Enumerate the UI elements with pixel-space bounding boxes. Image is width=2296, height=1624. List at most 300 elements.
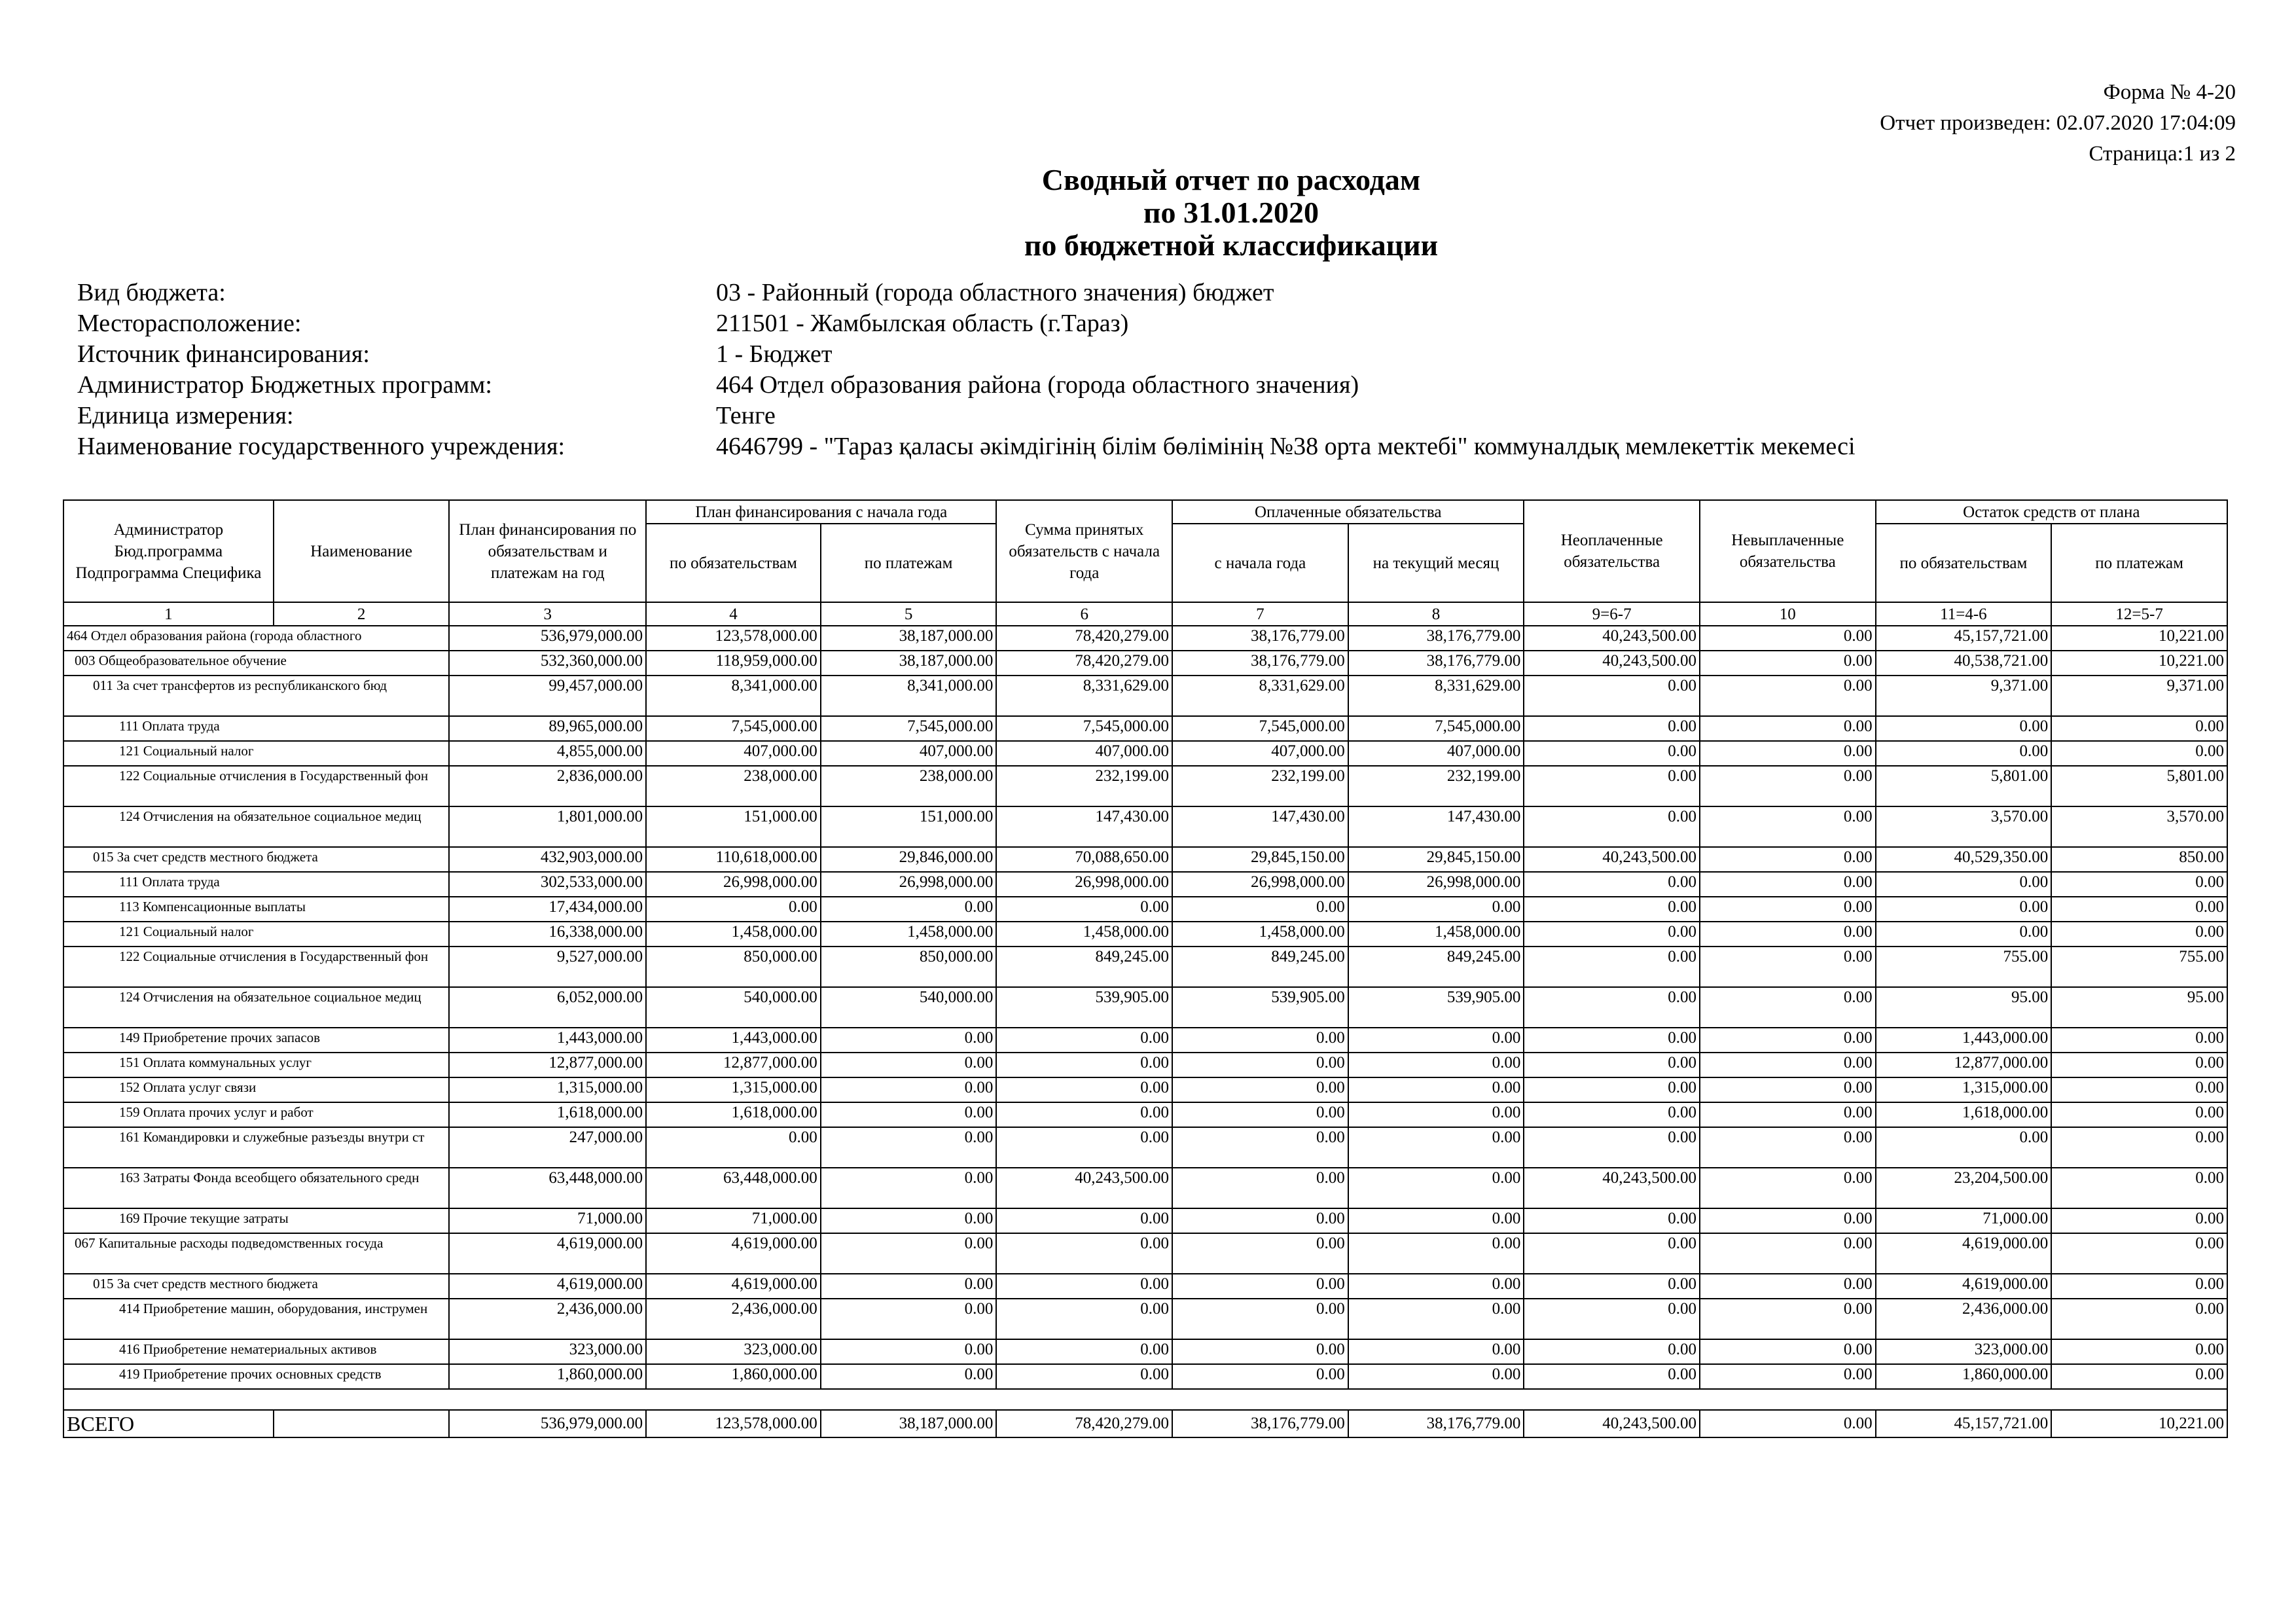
row-value: 0.00 bbox=[1524, 872, 1700, 897]
row-value: 40,243,500.00 bbox=[1524, 626, 1700, 651]
row-value: 0.00 bbox=[1172, 1028, 1348, 1053]
row-value: 432,903,000.00 bbox=[449, 847, 646, 872]
row-value: 0.00 bbox=[1524, 987, 1700, 1028]
row-value: 0.00 bbox=[1700, 1053, 1876, 1077]
row-value: 0.00 bbox=[821, 1299, 997, 1339]
row-value: 0.00 bbox=[1172, 1339, 1348, 1364]
row-name: 015 За счет средств местного бюджета bbox=[63, 1274, 449, 1299]
row-value: 0.00 bbox=[1876, 1127, 2052, 1168]
row-value: 0.00 bbox=[2051, 1053, 2227, 1077]
row-value: 4,619,000.00 bbox=[1876, 1274, 2052, 1299]
title-line-2: по 31.01.2020 bbox=[1143, 196, 1319, 229]
row-value: 1,458,000.00 bbox=[996, 922, 1172, 947]
row-value: 0.00 bbox=[1876, 897, 2052, 922]
row-value: 1,458,000.00 bbox=[1172, 922, 1348, 947]
row-value: 10,221.00 bbox=[2051, 626, 2227, 651]
row-value: 0.00 bbox=[996, 1339, 1172, 1364]
row-value: 5,801.00 bbox=[1876, 766, 2052, 806]
table-row bbox=[63, 626, 2227, 651]
row-value: 755.00 bbox=[1876, 947, 2052, 987]
column-number-row bbox=[63, 602, 2227, 626]
row-name: 124 Отчисления на обязательное социальное медиц bbox=[63, 987, 449, 1028]
table-row bbox=[63, 1028, 2227, 1053]
table-row bbox=[63, 1208, 2227, 1233]
row-value: 151,000.00 bbox=[821, 806, 997, 847]
row-value: 755.00 bbox=[2051, 947, 2227, 987]
total-value: 38,176,779.00 bbox=[1172, 1410, 1348, 1437]
spacer-cell bbox=[996, 1389, 1172, 1410]
row-value: 71,000.00 bbox=[646, 1208, 821, 1233]
row-value: 0.00 bbox=[1172, 1208, 1348, 1233]
row-value: 532,360,000.00 bbox=[449, 651, 646, 676]
row-name: 122 Социальные отчисления в Государственный фон bbox=[63, 766, 449, 806]
row-value: 0.00 bbox=[1348, 1364, 1524, 1389]
row-value: 4,855,000.00 bbox=[449, 741, 646, 766]
row-value: 4,619,000.00 bbox=[1876, 1233, 2052, 1274]
row-value: 1,618,000.00 bbox=[646, 1102, 821, 1127]
meta-row bbox=[77, 339, 1856, 370]
report-meta bbox=[77, 278, 1856, 462]
row-value: 123,578,000.00 bbox=[646, 626, 821, 651]
row-value: 2,436,000.00 bbox=[646, 1299, 821, 1339]
row-value: 232,199.00 bbox=[1172, 766, 1348, 806]
row-name: 122 Социальные отчисления в Государственный фон bbox=[63, 947, 449, 987]
row-value: 0.00 bbox=[2051, 741, 2227, 766]
column-number: 5 bbox=[821, 602, 997, 626]
row-value: 2,436,000.00 bbox=[1876, 1299, 2052, 1339]
column-number: 8 bbox=[1348, 602, 1524, 626]
row-value: 8,331,629.00 bbox=[996, 676, 1172, 716]
row-value: 407,000.00 bbox=[646, 741, 821, 766]
row-value: 26,998,000.00 bbox=[821, 872, 997, 897]
row-value: 0.00 bbox=[821, 1053, 997, 1077]
row-value: 850.00 bbox=[2051, 847, 2227, 872]
total-value: 0.00 bbox=[1700, 1410, 1876, 1437]
row-value: 0.00 bbox=[1172, 1274, 1348, 1299]
row-value: 1,860,000.00 bbox=[1876, 1364, 2052, 1389]
table-row bbox=[63, 1168, 2227, 1208]
row-value: 29,846,000.00 bbox=[821, 847, 997, 872]
row-value: 0.00 bbox=[1524, 1364, 1700, 1389]
row-value: 1,618,000.00 bbox=[1876, 1102, 2052, 1127]
meta-value: 211501 - Жамбылская область (г.Тараз) bbox=[716, 310, 1129, 337]
row-value: 1,315,000.00 bbox=[1876, 1077, 2052, 1102]
group-remain-header: Остаток средств от плана bbox=[1876, 500, 2227, 524]
row-value: 0.00 bbox=[1700, 1127, 1876, 1168]
row-value: 0.00 bbox=[1524, 1299, 1700, 1339]
spacer-cell bbox=[1700, 1389, 1876, 1410]
row-value: 12,877,000.00 bbox=[1876, 1053, 2052, 1077]
row-name: 464 Отдел образования района (города областного bbox=[63, 626, 449, 651]
col-accepted-header: Сумма принятых обязательств с начала года bbox=[996, 500, 1172, 602]
row-value: 0.00 bbox=[1700, 1028, 1876, 1053]
column-number: 3 bbox=[449, 602, 646, 626]
row-value: 0.00 bbox=[1172, 1102, 1348, 1127]
row-value: 9,371.00 bbox=[1876, 676, 2052, 716]
row-value: 71,000.00 bbox=[449, 1208, 646, 1233]
total-value: 536,979,000.00 bbox=[449, 1410, 646, 1437]
row-value: 407,000.00 bbox=[821, 741, 997, 766]
row-value: 151,000.00 bbox=[646, 806, 821, 847]
row-value: 0.00 bbox=[1876, 716, 2052, 741]
row-value: 89,965,000.00 bbox=[449, 716, 646, 741]
row-value: 0.00 bbox=[1700, 1299, 1876, 1339]
row-value: 0.00 bbox=[821, 1168, 997, 1208]
form-number: Форма № 4-20 bbox=[2103, 81, 2236, 104]
table-row bbox=[63, 1274, 2227, 1299]
meta-value: 03 - Районный (города областного значения) бюджет bbox=[716, 279, 1274, 306]
row-value: 40,243,500.00 bbox=[1524, 847, 1700, 872]
row-value: 63,448,000.00 bbox=[646, 1168, 821, 1208]
row-value: 0.00 bbox=[1700, 847, 1876, 872]
row-value: 7,545,000.00 bbox=[1172, 716, 1348, 741]
row-value: 0.00 bbox=[1348, 897, 1524, 922]
row-value: 0.00 bbox=[821, 1233, 997, 1274]
row-value: 6,052,000.00 bbox=[449, 987, 646, 1028]
row-value: 38,187,000.00 bbox=[821, 651, 997, 676]
row-value: 4,619,000.00 bbox=[449, 1233, 646, 1274]
row-value: 0.00 bbox=[1700, 716, 1876, 741]
row-value: 2,436,000.00 bbox=[449, 1299, 646, 1339]
row-value: 0.00 bbox=[1700, 922, 1876, 947]
row-value: 850,000.00 bbox=[821, 947, 997, 987]
col-remain-obl-header: по обязательствам bbox=[1876, 524, 2052, 602]
row-value: 63,448,000.00 bbox=[449, 1168, 646, 1208]
row-value: 849,245.00 bbox=[996, 947, 1172, 987]
row-value: 0.00 bbox=[821, 1364, 997, 1389]
row-name: 419 Приобретение прочих основных средств bbox=[63, 1364, 449, 1389]
row-value: 23,204,500.00 bbox=[1876, 1168, 2052, 1208]
spacer-cell bbox=[1172, 1389, 1348, 1410]
spacer-cell bbox=[1348, 1389, 1524, 1410]
row-name: 113 Компенсационные выплаты bbox=[63, 897, 449, 922]
row-value: 0.00 bbox=[1172, 1364, 1348, 1389]
row-value: 0.00 bbox=[996, 897, 1172, 922]
row-value: 0.00 bbox=[2051, 1274, 2227, 1299]
row-value: 0.00 bbox=[1700, 872, 1876, 897]
page-counter: Страница:1 из 2 bbox=[2089, 142, 2236, 166]
row-value: 26,998,000.00 bbox=[1348, 872, 1524, 897]
row-value: 0.00 bbox=[1524, 922, 1700, 947]
meta-label: Вид бюджета: bbox=[77, 279, 226, 306]
row-value: 0.00 bbox=[1876, 872, 2052, 897]
row-value: 0.00 bbox=[996, 1102, 1172, 1127]
row-value: 0.00 bbox=[1524, 1053, 1700, 1077]
total-value: 123,578,000.00 bbox=[646, 1410, 821, 1437]
row-value: 8,331,629.00 bbox=[1172, 676, 1348, 716]
row-value: 0.00 bbox=[1524, 741, 1700, 766]
spacer-cell bbox=[449, 1389, 646, 1410]
row-value: 4,619,000.00 bbox=[646, 1233, 821, 1274]
row-value: 0.00 bbox=[996, 1053, 1172, 1077]
row-value: 0.00 bbox=[1524, 1208, 1700, 1233]
col-paid-start-header: с начала года bbox=[1172, 524, 1348, 602]
row-value: 110,618,000.00 bbox=[646, 847, 821, 872]
row-value: 1,458,000.00 bbox=[1348, 922, 1524, 947]
row-name: 161 Командировки и служебные разъезды внутри ст bbox=[63, 1127, 449, 1168]
row-value: 1,618,000.00 bbox=[449, 1102, 646, 1127]
table-row bbox=[63, 1102, 2227, 1127]
row-value: 26,998,000.00 bbox=[1172, 872, 1348, 897]
row-value: 1,458,000.00 bbox=[646, 922, 821, 947]
row-value: 323,000.00 bbox=[449, 1339, 646, 1364]
row-value: 78,420,279.00 bbox=[996, 626, 1172, 651]
row-name: 011 За счет трансфертов из республиканского бюд bbox=[63, 676, 449, 716]
meta-value: 1 - Бюджет bbox=[716, 340, 833, 368]
row-value: 0.00 bbox=[1700, 897, 1876, 922]
row-value: 238,000.00 bbox=[821, 766, 997, 806]
row-value: 0.00 bbox=[1700, 1168, 1876, 1208]
row-value: 0.00 bbox=[1524, 676, 1700, 716]
row-value: 40,529,350.00 bbox=[1876, 847, 2052, 872]
row-value: 0.00 bbox=[1700, 987, 1876, 1028]
row-name: 015 За счет средств местного бюджета bbox=[63, 847, 449, 872]
total-value: 38,176,779.00 bbox=[1348, 1410, 1524, 1437]
row-value: 95.00 bbox=[1876, 987, 2052, 1028]
row-value: 0.00 bbox=[2051, 872, 2227, 897]
row-value: 0.00 bbox=[996, 1208, 1172, 1233]
row-value: 0.00 bbox=[1524, 1102, 1700, 1127]
row-value: 26,998,000.00 bbox=[996, 872, 1172, 897]
total-row bbox=[63, 1410, 2227, 1437]
row-value: 0.00 bbox=[1348, 1168, 1524, 1208]
row-value: 0.00 bbox=[2051, 1168, 2227, 1208]
table-row bbox=[63, 1364, 2227, 1389]
table-row bbox=[63, 1339, 2227, 1364]
col-unpaid-obl-header: Неоплаченные обязательства bbox=[1524, 500, 1700, 602]
expense-table bbox=[63, 499, 2228, 1438]
row-value: 38,176,779.00 bbox=[1172, 651, 1348, 676]
table-row bbox=[63, 947, 2227, 987]
row-value: 4,619,000.00 bbox=[646, 1274, 821, 1299]
column-number: 9=6-7 bbox=[1524, 602, 1700, 626]
row-value: 0.00 bbox=[1172, 1299, 1348, 1339]
row-name: 121 Социальный налог bbox=[63, 922, 449, 947]
row-name: 111 Оплата труда bbox=[63, 872, 449, 897]
row-value: 1,860,000.00 bbox=[646, 1364, 821, 1389]
row-value: 12,877,000.00 bbox=[646, 1053, 821, 1077]
row-name: 169 Прочие текущие затраты bbox=[63, 1208, 449, 1233]
row-value: 539,905.00 bbox=[1172, 987, 1348, 1028]
row-value: 0.00 bbox=[646, 897, 821, 922]
row-value: 0.00 bbox=[1700, 1077, 1876, 1102]
row-value: 0.00 bbox=[821, 1274, 997, 1299]
title-line-1: Сводный отчет по расходам bbox=[1041, 163, 1421, 196]
row-name: 003 Общеобразовательное обучение bbox=[63, 651, 449, 676]
row-value: 0.00 bbox=[1700, 741, 1876, 766]
spacer-cell bbox=[63, 1389, 274, 1410]
row-value: 302,533,000.00 bbox=[449, 872, 646, 897]
row-value: 407,000.00 bbox=[996, 741, 1172, 766]
row-value: 0.00 bbox=[2051, 897, 2227, 922]
row-value: 0.00 bbox=[1524, 947, 1700, 987]
row-name: 111 Оплата труда bbox=[63, 716, 449, 741]
table-row bbox=[63, 847, 2227, 872]
column-number: 10 bbox=[1700, 602, 1876, 626]
row-value: 0.00 bbox=[1876, 922, 2052, 947]
table-row bbox=[63, 1053, 2227, 1077]
row-name: 124 Отчисления на обязательное социальное медиц bbox=[63, 806, 449, 847]
row-value: 0.00 bbox=[2051, 1299, 2227, 1339]
row-value: 99,457,000.00 bbox=[449, 676, 646, 716]
table-row bbox=[63, 897, 2227, 922]
row-value: 1,458,000.00 bbox=[821, 922, 997, 947]
row-value: 0.00 bbox=[1524, 806, 1700, 847]
row-name: 159 Оплата прочих услуг и работ bbox=[63, 1102, 449, 1127]
row-value: 8,341,000.00 bbox=[646, 676, 821, 716]
row-value: 29,845,150.00 bbox=[1348, 847, 1524, 872]
row-name: 149 Приобретение прочих запасов bbox=[63, 1028, 449, 1053]
row-value: 0.00 bbox=[1172, 1077, 1348, 1102]
row-name: 151 Оплата коммунальных услуг bbox=[63, 1053, 449, 1077]
row-value: 9,371.00 bbox=[2051, 676, 2227, 716]
row-value: 70,088,650.00 bbox=[996, 847, 1172, 872]
row-value: 0.00 bbox=[1700, 1364, 1876, 1389]
table-row bbox=[63, 806, 2227, 847]
row-value: 536,979,000.00 bbox=[449, 626, 646, 651]
row-value: 118,959,000.00 bbox=[646, 651, 821, 676]
meta-label: Источник финансирования: bbox=[77, 340, 370, 368]
table-row bbox=[63, 1127, 2227, 1168]
spacer-cell bbox=[1524, 1389, 1700, 1410]
row-value: 0.00 bbox=[996, 1127, 1172, 1168]
row-value: 40,243,500.00 bbox=[1524, 1168, 1700, 1208]
row-value: 0.00 bbox=[1524, 1274, 1700, 1299]
meta-label: Администратор Бюджетных программ: bbox=[77, 371, 492, 399]
row-value: 0.00 bbox=[1700, 1102, 1876, 1127]
col-admin-header: Администратор Бюд.программа Подпрограмма Специфика bbox=[63, 500, 274, 602]
row-value: 1,443,000.00 bbox=[646, 1028, 821, 1053]
generated-timestamp: Отчет произведен: 02.07.2020 17:04:09 bbox=[1880, 111, 2236, 135]
row-value: 0.00 bbox=[1700, 1208, 1876, 1233]
row-value: 1,443,000.00 bbox=[449, 1028, 646, 1053]
total-label: ВСЕГО bbox=[63, 1410, 274, 1437]
column-number: 6 bbox=[996, 602, 1172, 626]
total-value: 78,420,279.00 bbox=[996, 1410, 1172, 1437]
row-value: 323,000.00 bbox=[1876, 1339, 2052, 1364]
table-row bbox=[63, 1077, 2227, 1102]
row-value: 539,905.00 bbox=[996, 987, 1172, 1028]
total-empty-cell bbox=[274, 1410, 450, 1437]
meta-label: Месторасположение: bbox=[77, 310, 302, 337]
spacer-cell bbox=[274, 1389, 450, 1410]
row-value: 1,443,000.00 bbox=[1876, 1028, 2052, 1053]
row-value: 95.00 bbox=[2051, 987, 2227, 1028]
col-remain-pay-header: по платежам bbox=[2051, 524, 2227, 602]
total-value: 38,187,000.00 bbox=[821, 1410, 997, 1437]
spacer-cell bbox=[2051, 1389, 2227, 1410]
row-value: 8,341,000.00 bbox=[821, 676, 997, 716]
row-value: 0.00 bbox=[2051, 716, 2227, 741]
row-value: 2,836,000.00 bbox=[449, 766, 646, 806]
row-value: 0.00 bbox=[1348, 1299, 1524, 1339]
row-value: 0.00 bbox=[1524, 1127, 1700, 1168]
row-value: 0.00 bbox=[1348, 1053, 1524, 1077]
row-value: 0.00 bbox=[2051, 1233, 2227, 1274]
row-value: 0.00 bbox=[1348, 1208, 1524, 1233]
column-number: 7 bbox=[1172, 602, 1348, 626]
spacer-cell bbox=[646, 1389, 821, 1410]
table-row bbox=[63, 1233, 2227, 1274]
row-value: 8,331,629.00 bbox=[1348, 676, 1524, 716]
row-value: 0.00 bbox=[1524, 1339, 1700, 1364]
row-value: 147,430.00 bbox=[1172, 806, 1348, 847]
row-value: 0.00 bbox=[1172, 1127, 1348, 1168]
row-value: 0.00 bbox=[1700, 806, 1876, 847]
row-value: 0.00 bbox=[821, 1127, 997, 1168]
row-value: 247,000.00 bbox=[449, 1127, 646, 1168]
row-value: 45,157,721.00 bbox=[1876, 626, 2052, 651]
row-value: 38,176,779.00 bbox=[1348, 651, 1524, 676]
col-plan-obl-header: по обязательствам bbox=[646, 524, 821, 602]
row-value: 1,315,000.00 bbox=[449, 1077, 646, 1102]
row-value: 0.00 bbox=[2051, 1077, 2227, 1102]
row-value: 0.00 bbox=[1524, 716, 1700, 741]
row-value: 0.00 bbox=[1524, 1233, 1700, 1274]
row-value: 0.00 bbox=[1348, 1028, 1524, 1053]
row-value: 40,243,500.00 bbox=[996, 1168, 1172, 1208]
row-value: 147,430.00 bbox=[1348, 806, 1524, 847]
col-unpaid-header: Невыплаченные обязательства bbox=[1700, 500, 1876, 602]
meta-value: 464 Отдел образования района (города областного значения) bbox=[716, 371, 1359, 399]
row-value: 17,434,000.00 bbox=[449, 897, 646, 922]
row-value: 0.00 bbox=[821, 1102, 997, 1127]
row-value: 0.00 bbox=[1700, 1274, 1876, 1299]
row-value: 0.00 bbox=[821, 1339, 997, 1364]
row-value: 0.00 bbox=[1700, 1233, 1876, 1274]
table-row bbox=[63, 741, 2227, 766]
row-value: 7,545,000.00 bbox=[996, 716, 1172, 741]
row-value: 232,199.00 bbox=[996, 766, 1172, 806]
row-value: 7,545,000.00 bbox=[821, 716, 997, 741]
row-value: 0.00 bbox=[1700, 947, 1876, 987]
table-row bbox=[63, 716, 2227, 741]
row-value: 0.00 bbox=[821, 1028, 997, 1053]
report-header-info bbox=[1880, 77, 2236, 170]
column-number: 11=4-6 bbox=[1876, 602, 2052, 626]
row-value: 0.00 bbox=[1700, 1339, 1876, 1364]
row-value: 40,243,500.00 bbox=[1524, 651, 1700, 676]
row-value: 0.00 bbox=[2051, 1102, 2227, 1127]
row-value: 0.00 bbox=[2051, 1339, 2227, 1364]
total-value: 10,221.00 bbox=[2051, 1410, 2227, 1437]
row-value: 10,221.00 bbox=[2051, 651, 2227, 676]
row-name: 152 Оплата услуг связи bbox=[63, 1077, 449, 1102]
meta-row bbox=[77, 370, 1856, 401]
table-row bbox=[63, 987, 2227, 1028]
row-name: 163 Затраты Фонда всеобщего обязательного средн bbox=[63, 1168, 449, 1208]
spacer-cell bbox=[1876, 1389, 2052, 1410]
row-value: 0.00 bbox=[996, 1274, 1172, 1299]
row-value: 3,570.00 bbox=[2051, 806, 2227, 847]
row-value: 0.00 bbox=[1172, 1053, 1348, 1077]
column-number: 1 bbox=[63, 602, 274, 626]
table-row bbox=[63, 872, 2227, 897]
row-value: 0.00 bbox=[1524, 1028, 1700, 1053]
row-value: 0.00 bbox=[1172, 897, 1348, 922]
row-value: 38,176,779.00 bbox=[1348, 626, 1524, 651]
row-value: 0.00 bbox=[646, 1127, 821, 1168]
row-value: 0.00 bbox=[996, 1077, 1172, 1102]
row-value: 40,538,721.00 bbox=[1876, 651, 2052, 676]
row-value: 7,545,000.00 bbox=[646, 716, 821, 741]
row-value: 0.00 bbox=[2051, 1127, 2227, 1168]
row-value: 0.00 bbox=[1348, 1077, 1524, 1102]
table-row bbox=[63, 766, 2227, 806]
title-line-3: по бюджетной классификации bbox=[1024, 228, 1439, 262]
row-value: 0.00 bbox=[1524, 1077, 1700, 1102]
row-value: 12,877,000.00 bbox=[449, 1053, 646, 1077]
